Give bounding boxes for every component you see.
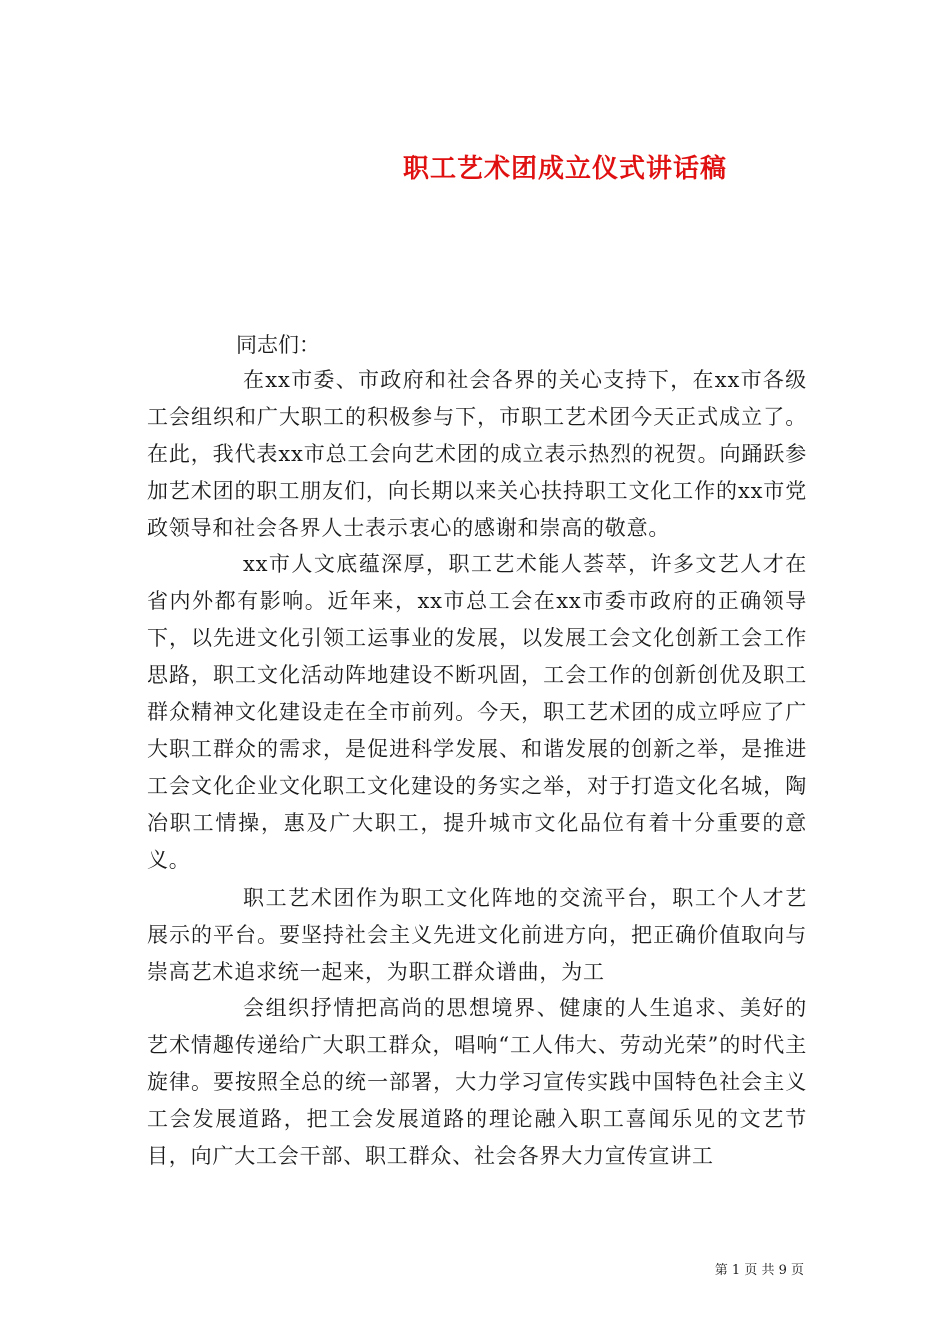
document-title: 职工艺术团成立仪式讲话稿 [402,154,727,185]
paragraph-1: 在xx市委、市政府和社会各界的关心支持下，在xx市各级工会组织和广大职工的积极参与下，市职工艺术团今天正式成立了。在此，我代表xx市总工会向艺术团的成立表示热烈的祝贺。向踊跃参加艺术团的职工朋友们，向长期以来关心扶持职工文化工作的xx市党政领导和社会各界人士表示衷心的感谢和崇高的敬意。 [147,368,807,540]
salutation: 同志们： [236,333,320,357]
paragraph-2: xx市人文底蕴深厚，职工艺术能人荟萃，许多文艺人才在省内外都有影响。近年来，xx市总工会在xx市委市政府的正确领导下，以先进文化引领工运事业的发展，以发展工会文化创新工会工作思路，职工文化活动阵地建设不断巩固，工会工作的创新创优及职工群众精神文化建设走在全市前列。今天，职工艺术团的成立呼应了广大职工群众的需求，是促进科学发展、和谐发展的创新之举，是推进工会文化企业文化职工文化建设的务实之举，对于打造文化名城，陶冶职工情操，惠及广大职工，提升城市文化品位有着十分重要的意义。 [147,552,807,872]
paragraph-3: 职工艺术团作为职工文化阵地的交流平台，职工个人才艺展示的平台。要坚持社会主义先进文化前进方向，把正确价值取向与崇高艺术追求统一起来，为职工群众谱曲，为工 [147,886,807,984]
paragraph-4: 会组织抒情把高尚的思想境界、健康的人生追求、美好的艺术情趣传递给广大职工群众，唱响“工人伟大、劳动光荣”的时代主旋律。要按照全总的统一部署，大力学习宣传实践中国特色社会主义工会发展道路，把工会发展道路的理论融入职工喜闻乐见的文艺节目，向广大工会干部、职工群众、社会各界大力宣传宣讲工 [147,996,807,1168]
page-number-footer: 第 1 页 共 9 页 [714,1263,804,1278]
